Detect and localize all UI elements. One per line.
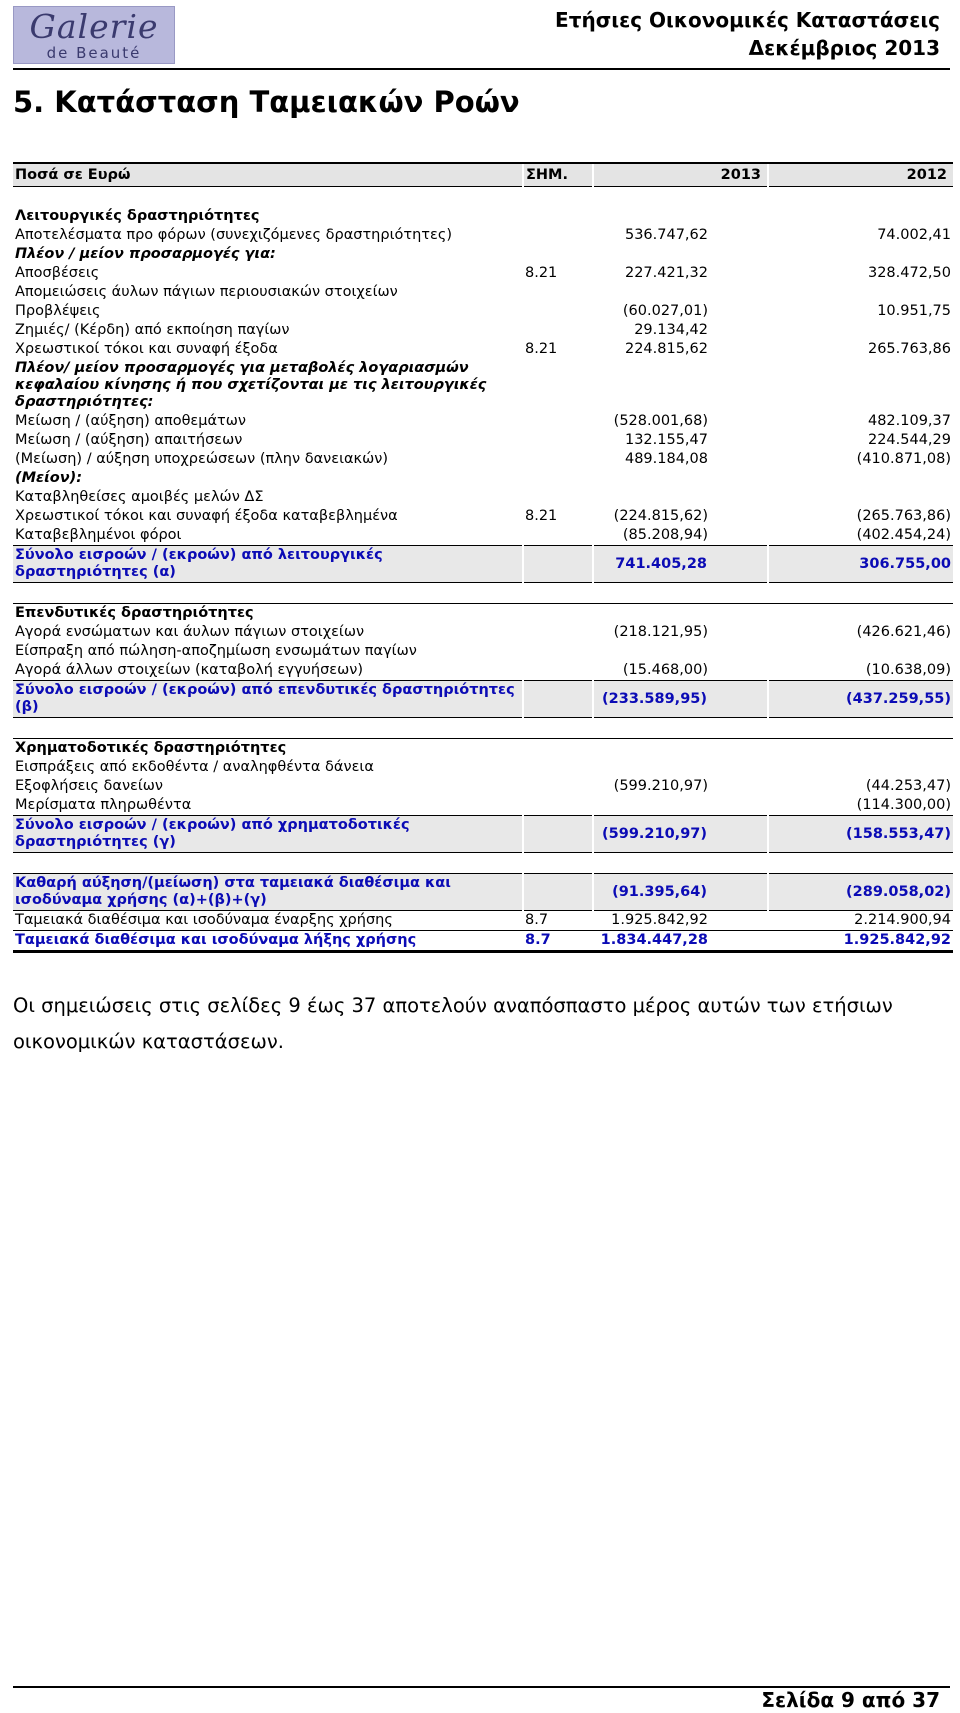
spacer-row <box>13 187 953 208</box>
row-note: 8.21 <box>525 341 558 357</box>
row-value-2012 <box>768 469 953 488</box>
column-header-amounts: Ποσά σε Ευρώ <box>13 163 523 187</box>
row-value-2013: (528.001,68) <box>613 413 708 429</box>
row-label: Ζημιές/ (Κέρδη) από εκποίηση παγίων <box>15 322 290 338</box>
row-label: (Μείωση) / αύξηση υποχρεώσεων (πλην δανειακών) <box>15 451 388 467</box>
row-label: Αποσβέσεις <box>15 265 100 281</box>
row-value-2012 <box>768 758 953 777</box>
row-label: Σύνολο εισροών / (εκροών) από επενδυτικές δραστηριότητες (β) <box>13 681 523 718</box>
row-label: Αγορά ενσώματων και άυλων πάγιων στοιχείων <box>15 624 365 640</box>
row-note: 8.21 <box>525 508 558 524</box>
table-row <box>13 661 953 681</box>
row-value-2013: 1.834.447,28 <box>593 931 768 952</box>
row-label: Πλέον/ μείον προσαρμογές για μεταβολές λογαριασμών κεφαλαίου κίνησης ή που σχετίζονται με τις λειτουργικές δραστηριότητες: <box>15 360 487 410</box>
row-value-2013: (233.589,95) <box>593 681 768 718</box>
section-row <box>13 207 953 226</box>
row-label: Ταμειακά διαθέσιμα και ισοδύναμα λήξης χρήσης <box>13 931 523 952</box>
row-label: Ταμειακά διαθέσιμα και ισοδύναμα έναρξης χρήσης <box>13 911 523 931</box>
row-note <box>523 207 593 226</box>
row-value-2013 <box>593 739 768 759</box>
row-note <box>523 431 593 450</box>
table-row <box>13 796 953 816</box>
row-label: Επενδυτικές δραστηριότητες <box>15 605 254 621</box>
row-value-2013: 741.405,28 <box>593 546 768 583</box>
row-note <box>523 226 593 245</box>
row-label: Καταβεβλημένοι φόροι <box>15 527 182 543</box>
table-row <box>13 431 953 450</box>
row-label: Μείωση / (αύξηση) αποθεμάτων <box>15 413 247 429</box>
column-header-2012: 2012 <box>768 163 953 187</box>
row-label: (Μείον): <box>15 470 83 486</box>
table-row <box>13 302 953 321</box>
table-row <box>13 450 953 469</box>
row-value-2012 <box>768 739 953 759</box>
row-note <box>523 739 593 759</box>
logo-tagline: de Beauté <box>46 44 142 62</box>
header-divider <box>13 68 950 70</box>
table-row <box>13 488 953 507</box>
row-label: Πλέον / μείον προσαρμογές για: <box>15 246 276 262</box>
table-row <box>13 911 953 931</box>
row-value-2012: (437.259,55) <box>768 681 953 718</box>
row-note <box>523 642 593 661</box>
row-note <box>523 816 593 853</box>
total-row <box>13 816 953 853</box>
total-row <box>13 874 953 911</box>
spacer-row <box>13 583 953 604</box>
row-note <box>523 777 593 796</box>
row-value-2013: (218.121,95) <box>613 624 708 640</box>
row-label: Προβλέψεις <box>15 303 101 319</box>
report-header <box>555 6 940 62</box>
cash-flow-table <box>13 162 953 953</box>
row-value-2013 <box>593 758 768 777</box>
row-value-2012 <box>768 488 953 507</box>
row-value-2012: 328.472,50 <box>867 265 951 281</box>
table-header-row <box>13 163 953 187</box>
row-value-2013: 227.421,32 <box>624 265 708 281</box>
row-value-2013 <box>593 469 768 488</box>
table-row <box>13 245 953 264</box>
row-value-2012 <box>768 321 953 340</box>
row-label: Σύνολο εισροών / (εκροών) από λειτουργικές δραστηριότητες (α) <box>13 546 523 583</box>
table-row <box>13 507 953 526</box>
row-value-2012: 74.002,41 <box>877 227 951 243</box>
row-note: 8.7 <box>523 931 593 952</box>
row-value-2012: 10.951,75 <box>877 303 951 319</box>
row-value-2013: (224.815,62) <box>613 508 708 524</box>
column-header-2013: 2013 <box>593 163 768 187</box>
row-value-2013: 29.134,42 <box>634 322 708 338</box>
table-row <box>13 321 953 340</box>
row-label: Απομειώσεις άυλων πάγιων περιουσιακών στοιχείων <box>15 284 398 300</box>
row-value-2012: (158.553,47) <box>768 816 953 853</box>
row-label: Αποτελέσματα προ φόρων (συνεχιζόμενες δραστηριότητες) <box>15 227 452 243</box>
row-value-2013 <box>593 359 768 412</box>
row-note: 8.7 <box>523 911 593 931</box>
row-value-2013: (599.210,97) <box>593 816 768 853</box>
row-note <box>523 488 593 507</box>
table-row <box>13 412 953 431</box>
row-label: Καθαρή αύξηση/(μείωση) στα ταμειακά διαθέσιμα και ισοδύναμα χρήσης (α)+(β)+(γ) <box>13 874 523 911</box>
row-value-2012: (44.253,47) <box>865 778 951 794</box>
table-row <box>13 526 953 546</box>
row-note <box>523 283 593 302</box>
row-value-2012 <box>768 207 953 226</box>
row-note <box>523 758 593 777</box>
row-label: Σύνολο εισροών / (εκροών) από χρηματοδοτικές δραστηριότητες (γ) <box>13 816 523 853</box>
company-logo <box>13 6 175 64</box>
row-note <box>523 604 593 624</box>
row-label: Καταβληθείσες αμοιβές μελών ΔΣ <box>15 489 264 505</box>
table-row <box>13 283 953 302</box>
spacer-row <box>13 853 953 874</box>
row-value-2012: (410.871,08) <box>856 451 951 467</box>
row-note <box>523 412 593 431</box>
row-value-2012 <box>768 359 953 412</box>
row-value-2013: (85.208,94) <box>622 527 708 543</box>
row-note <box>523 450 593 469</box>
table-row <box>13 226 953 245</box>
row-value-2013: 536.747,62 <box>624 227 708 243</box>
row-value-2012: 482.109,37 <box>867 413 951 429</box>
spacer-row <box>13 718 953 739</box>
row-value-2012: (402.454,24) <box>856 527 951 543</box>
row-note: 8.21 <box>525 265 558 281</box>
row-value-2013: 1.925.842,92 <box>593 911 768 931</box>
row-note <box>523 661 593 681</box>
row-value-2012 <box>768 283 953 302</box>
row-value-2012 <box>768 604 953 624</box>
row-value-2012: (265.763,86) <box>856 508 951 524</box>
row-value-2013 <box>593 796 768 816</box>
row-value-2013: (15.468,00) <box>622 662 708 678</box>
row-value-2012: (426.621,46) <box>856 624 951 640</box>
total-row <box>13 681 953 718</box>
column-header-note: ΣΗΜ. <box>523 163 593 187</box>
row-value-2013: 132.155,47 <box>624 432 708 448</box>
total-row <box>13 546 953 583</box>
row-value-2012: (114.300,00) <box>856 797 951 813</box>
row-note <box>523 546 593 583</box>
row-note <box>523 469 593 488</box>
table-row <box>13 758 953 777</box>
table-row <box>13 264 953 283</box>
report-title: Ετήσιες Οικονομικές Καταστάσεις <box>555 8 940 32</box>
row-label: Λειτουργικές δραστηριότητες <box>15 208 260 224</box>
row-value-2013: (599.210,97) <box>613 778 708 794</box>
row-value-2012: 2.214.900,94 <box>768 911 953 931</box>
page-number: Σελίδα 9 από 37 <box>761 1688 940 1712</box>
footnote: Οι σημειώσεις στις σελίδες 9 έως 37 αποτελούν αναπόσπαστο μέρος αυτών των ετήσιων οικονομικών καταστάσεων. <box>13 994 893 1053</box>
section-row <box>13 739 953 759</box>
row-label: Χρηματοδοτικές δραστηριότητες <box>15 740 287 756</box>
row-note <box>523 623 593 642</box>
row-value-2012: 265.763,86 <box>867 341 951 357</box>
row-value-2013 <box>593 488 768 507</box>
row-note <box>523 681 593 718</box>
section-row <box>13 604 953 624</box>
table-row <box>13 359 953 412</box>
row-value-2012: 224.544,29 <box>867 432 951 448</box>
row-value-2012: (10.638,09) <box>865 662 951 678</box>
table-row <box>13 642 953 661</box>
row-value-2012 <box>768 245 953 264</box>
row-value-2013 <box>593 283 768 302</box>
row-value-2013 <box>593 245 768 264</box>
table-row <box>13 340 953 359</box>
row-value-2013: (60.027,01) <box>622 303 708 319</box>
row-value-2013 <box>593 642 768 661</box>
logo-wordmark: Galerie <box>29 7 159 46</box>
row-value-2013 <box>593 604 768 624</box>
total-row <box>13 931 953 952</box>
row-label: Εισπράξεις από εκδοθέντα / αναληφθέντα δάνεια <box>15 759 374 775</box>
row-value-2012: 306.755,00 <box>768 546 953 583</box>
row-label: Μερίσματα πληρωθέντα <box>15 797 192 813</box>
row-note <box>523 359 593 412</box>
row-value-2013 <box>593 207 768 226</box>
section-title: 5. Κατάσταση Ταμειακών Ροών <box>13 85 520 119</box>
row-value-2013: (91.395,64) <box>593 874 768 911</box>
row-label: Εξοφλήσεις δανείων <box>15 778 164 794</box>
row-note <box>523 245 593 264</box>
row-note <box>523 526 593 546</box>
row-note <box>523 874 593 911</box>
table-row <box>13 469 953 488</box>
row-note <box>523 796 593 816</box>
row-value-2012: (289.058,02) <box>768 874 953 911</box>
table-row <box>13 777 953 796</box>
row-label: Χρεωστικοί τόκοι και συναφή έξοδα καταβεβλημένα <box>15 508 398 524</box>
row-note <box>523 321 593 340</box>
row-label: Μείωση / (αύξηση) απαιτήσεων <box>15 432 243 448</box>
row-value-2012 <box>768 642 953 661</box>
row-label: Αγορά άλλων στοιχείων (καταβολή εγγυήσεων) <box>15 662 364 678</box>
row-value-2013: 224.815,62 <box>624 341 708 357</box>
report-period: Δεκέμβριος 2013 <box>748 36 940 60</box>
row-value-2013: 489.184,08 <box>624 451 708 467</box>
row-note <box>523 302 593 321</box>
row-value-2012: 1.925.842,92 <box>768 931 953 952</box>
table-row <box>13 623 953 642</box>
row-label: Είσπραξη από πώληση-αποζημίωση ενσωμάτων παγίων <box>15 643 417 659</box>
row-label: Χρεωστικοί τόκοι και συναφή έξοδα <box>15 341 278 357</box>
